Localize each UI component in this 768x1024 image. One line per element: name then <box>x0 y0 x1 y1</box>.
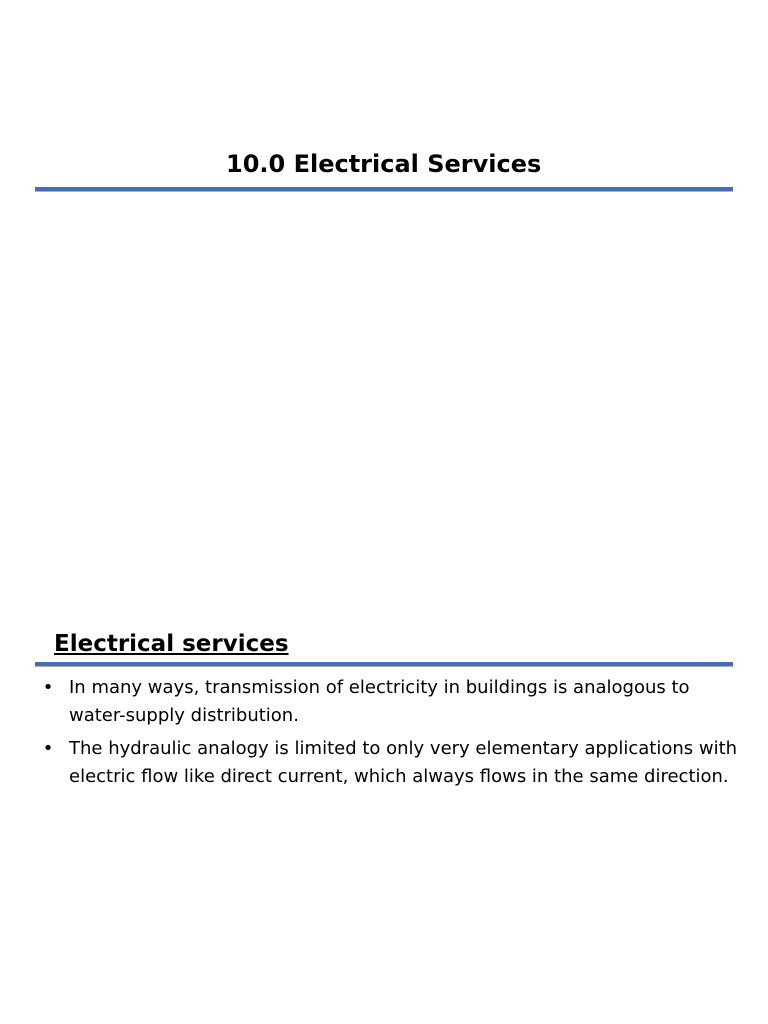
bullet-dot-icon: • <box>42 738 54 759</box>
bullet-item-2 <box>38 735 738 791</box>
slide-2-title: Electrical services <box>54 631 289 657</box>
slide-1-title: 10.0 Electrical Services <box>226 150 542 178</box>
slide-1-title-rule <box>35 187 733 192</box>
bullet-list <box>38 674 738 796</box>
slide-2 <box>0 512 768 1024</box>
bullet-item-1 <box>38 674 738 730</box>
bullet-item-2-text: The hydraulic analogy is limited to only very elementary applications with electric flow like direct current, which always flows in the same direction. <box>69 738 738 787</box>
bullet-item-1-text: In many ways, transmission of electricity in buildings is analogous to water-supply distribution. <box>69 677 690 726</box>
slide-2-title-rule <box>35 662 733 667</box>
bullet-dot-icon: • <box>42 677 54 698</box>
